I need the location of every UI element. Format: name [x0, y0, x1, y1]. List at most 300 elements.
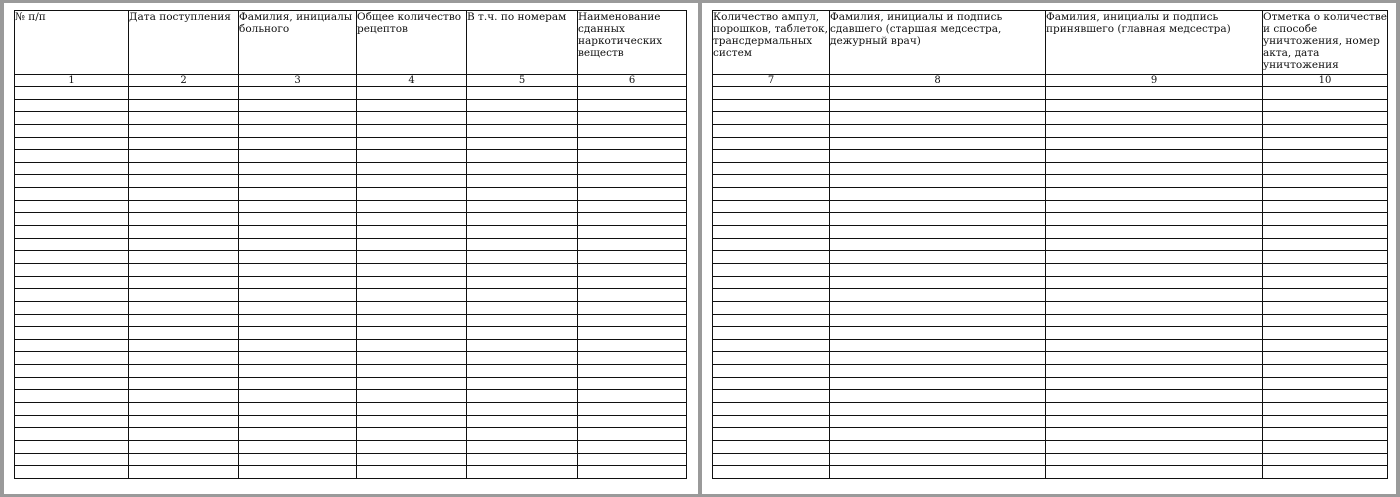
table-cell[interactable]: [830, 188, 1046, 201]
table-cell[interactable]: [129, 238, 239, 251]
table-cell[interactable]: [15, 124, 129, 137]
table-cell[interactable]: [830, 327, 1046, 340]
table-cell[interactable]: [15, 453, 129, 466]
table-cell[interactable]: [357, 377, 467, 390]
table-cell[interactable]: [129, 112, 239, 125]
table-cell[interactable]: [1046, 390, 1263, 403]
table-cell[interactable]: [830, 390, 1046, 403]
table-cell[interactable]: [467, 301, 578, 314]
table-cell[interactable]: [713, 440, 830, 453]
table-cell[interactable]: [239, 251, 357, 264]
table-cell[interactable]: [578, 365, 687, 378]
table-cell[interactable]: [357, 251, 467, 264]
table-cell[interactable]: [1046, 263, 1263, 276]
table-cell[interactable]: [357, 301, 467, 314]
table-cell[interactable]: [129, 339, 239, 352]
table-cell[interactable]: [1046, 238, 1263, 251]
table-cell[interactable]: [357, 175, 467, 188]
table-cell[interactable]: [129, 200, 239, 213]
table-cell[interactable]: [1263, 87, 1388, 100]
table-cell[interactable]: [1263, 226, 1388, 239]
table-cell[interactable]: [467, 251, 578, 264]
table-cell[interactable]: [239, 352, 357, 365]
table-cell[interactable]: [1046, 327, 1263, 340]
table-cell[interactable]: [1263, 124, 1388, 137]
table-cell[interactable]: [1046, 226, 1263, 239]
table-cell[interactable]: [830, 175, 1046, 188]
table-cell[interactable]: [129, 226, 239, 239]
table-cell[interactable]: [1263, 175, 1388, 188]
table-cell[interactable]: [467, 226, 578, 239]
table-cell[interactable]: [357, 289, 467, 302]
table-cell[interactable]: [357, 87, 467, 100]
table-cell[interactable]: [830, 440, 1046, 453]
table-cell[interactable]: [467, 352, 578, 365]
table-cell[interactable]: [1263, 365, 1388, 378]
table-cell[interactable]: [578, 188, 687, 201]
table-cell[interactable]: [578, 453, 687, 466]
table-cell[interactable]: [578, 415, 687, 428]
table-cell[interactable]: [239, 112, 357, 125]
table-cell[interactable]: [15, 188, 129, 201]
table-cell[interactable]: [357, 124, 467, 137]
table-cell[interactable]: [578, 352, 687, 365]
table-cell[interactable]: [578, 390, 687, 403]
table-cell[interactable]: [1263, 289, 1388, 302]
table-cell[interactable]: [578, 112, 687, 125]
table-cell[interactable]: [239, 289, 357, 302]
table-cell[interactable]: [578, 314, 687, 327]
table-cell[interactable]: [357, 226, 467, 239]
table-cell[interactable]: [129, 289, 239, 302]
table-cell[interactable]: [357, 99, 467, 112]
table-cell[interactable]: [578, 99, 687, 112]
table-cell[interactable]: [15, 263, 129, 276]
table-cell[interactable]: [830, 377, 1046, 390]
table-cell[interactable]: [713, 188, 830, 201]
table-cell[interactable]: [830, 226, 1046, 239]
table-cell[interactable]: [239, 415, 357, 428]
table-cell[interactable]: [830, 339, 1046, 352]
table-cell[interactable]: [129, 251, 239, 264]
table-cell[interactable]: [1263, 327, 1388, 340]
table-cell[interactable]: [830, 213, 1046, 226]
table-cell[interactable]: [239, 175, 357, 188]
table-cell[interactable]: [357, 314, 467, 327]
table-cell[interactable]: [467, 162, 578, 175]
table-cell[interactable]: [1263, 99, 1388, 112]
table-cell[interactable]: [1046, 440, 1263, 453]
table-cell[interactable]: [129, 162, 239, 175]
table-cell[interactable]: [713, 377, 830, 390]
table-cell[interactable]: [1046, 352, 1263, 365]
table-cell[interactable]: [357, 238, 467, 251]
table-cell[interactable]: [129, 87, 239, 100]
table-cell[interactable]: [1046, 428, 1263, 441]
table-cell[interactable]: [1046, 112, 1263, 125]
table-cell[interactable]: [129, 440, 239, 453]
table-cell[interactable]: [467, 403, 578, 416]
table-cell[interactable]: [830, 415, 1046, 428]
table-cell[interactable]: [239, 301, 357, 314]
table-cell[interactable]: [578, 124, 687, 137]
table-cell[interactable]: [1263, 263, 1388, 276]
table-cell[interactable]: [15, 415, 129, 428]
table-cell[interactable]: [1263, 200, 1388, 213]
table-cell[interactable]: [357, 390, 467, 403]
table-cell[interactable]: [129, 99, 239, 112]
table-cell[interactable]: [239, 440, 357, 453]
table-cell[interactable]: [1263, 150, 1388, 163]
table-cell[interactable]: [1263, 339, 1388, 352]
table-cell[interactable]: [578, 226, 687, 239]
table-cell[interactable]: [713, 251, 830, 264]
table-cell[interactable]: [467, 263, 578, 276]
table-cell[interactable]: [1046, 339, 1263, 352]
table-cell[interactable]: [713, 339, 830, 352]
table-cell[interactable]: [1263, 213, 1388, 226]
table-cell[interactable]: [357, 453, 467, 466]
table-cell[interactable]: [357, 276, 467, 289]
table-cell[interactable]: [15, 238, 129, 251]
table-cell[interactable]: [713, 263, 830, 276]
table-cell[interactable]: [713, 213, 830, 226]
table-cell[interactable]: [239, 226, 357, 239]
table-cell[interactable]: [1046, 150, 1263, 163]
table-cell[interactable]: [1046, 213, 1263, 226]
table-cell[interactable]: [467, 175, 578, 188]
table-cell[interactable]: [239, 87, 357, 100]
table-cell[interactable]: [467, 327, 578, 340]
table-cell[interactable]: [15, 276, 129, 289]
table-cell[interactable]: [830, 314, 1046, 327]
table-cell[interactable]: [15, 137, 129, 150]
table-cell[interactable]: [15, 440, 129, 453]
table-cell[interactable]: [1263, 276, 1388, 289]
table-cell[interactable]: [15, 289, 129, 302]
table-cell[interactable]: [1046, 377, 1263, 390]
table-cell[interactable]: [15, 226, 129, 239]
table-cell[interactable]: [467, 377, 578, 390]
table-cell[interactable]: [357, 403, 467, 416]
table-cell[interactable]: [239, 238, 357, 251]
table-cell[interactable]: [15, 251, 129, 264]
table-cell[interactable]: [830, 238, 1046, 251]
table-cell[interactable]: [578, 87, 687, 100]
table-cell[interactable]: [239, 403, 357, 416]
table-cell[interactable]: [129, 352, 239, 365]
table-cell[interactable]: [578, 162, 687, 175]
table-cell[interactable]: [239, 137, 357, 150]
table-cell[interactable]: [357, 263, 467, 276]
table-cell[interactable]: [830, 263, 1046, 276]
table-cell[interactable]: [467, 314, 578, 327]
table-cell[interactable]: [1046, 403, 1263, 416]
table-cell[interactable]: [713, 289, 830, 302]
table-cell[interactable]: [578, 327, 687, 340]
table-cell[interactable]: [239, 276, 357, 289]
table-cell[interactable]: [578, 339, 687, 352]
table-cell[interactable]: [239, 339, 357, 352]
table-cell[interactable]: [15, 428, 129, 441]
table-cell[interactable]: [15, 352, 129, 365]
table-cell[interactable]: [1046, 289, 1263, 302]
table-cell[interactable]: [1046, 124, 1263, 137]
table-cell[interactable]: [713, 365, 830, 378]
table-cell[interactable]: [578, 263, 687, 276]
table-cell[interactable]: [578, 175, 687, 188]
table-cell[interactable]: [129, 314, 239, 327]
table-cell[interactable]: [578, 276, 687, 289]
table-cell[interactable]: [1263, 453, 1388, 466]
table-cell[interactable]: [15, 175, 129, 188]
table-cell[interactable]: [713, 238, 830, 251]
table-cell[interactable]: [830, 251, 1046, 264]
table-cell[interactable]: [713, 390, 830, 403]
table-cell[interactable]: [357, 466, 467, 479]
table-cell[interactable]: [713, 162, 830, 175]
table-cell[interactable]: [467, 466, 578, 479]
table-cell[interactable]: [578, 403, 687, 416]
table-cell[interactable]: [830, 150, 1046, 163]
table-cell[interactable]: [467, 428, 578, 441]
table-cell[interactable]: [830, 466, 1046, 479]
table-cell[interactable]: [467, 238, 578, 251]
table-cell[interactable]: [1263, 238, 1388, 251]
table-cell[interactable]: [1263, 403, 1388, 416]
table-cell[interactable]: [1046, 251, 1263, 264]
table-cell[interactable]: [830, 112, 1046, 125]
table-cell[interactable]: [467, 339, 578, 352]
table-cell[interactable]: [467, 365, 578, 378]
table-cell[interactable]: [239, 150, 357, 163]
table-cell[interactable]: [239, 99, 357, 112]
table-cell[interactable]: [713, 428, 830, 441]
table-cell[interactable]: [129, 188, 239, 201]
table-cell[interactable]: [713, 175, 830, 188]
table-cell[interactable]: [1263, 466, 1388, 479]
table-cell[interactable]: [129, 415, 239, 428]
table-cell[interactable]: [15, 390, 129, 403]
table-cell[interactable]: [357, 213, 467, 226]
table-cell[interactable]: [15, 403, 129, 416]
table-cell[interactable]: [713, 327, 830, 340]
table-cell[interactable]: [467, 440, 578, 453]
table-cell[interactable]: [830, 137, 1046, 150]
table-cell[interactable]: [15, 87, 129, 100]
table-cell[interactable]: [357, 327, 467, 340]
table-cell[interactable]: [239, 200, 357, 213]
table-cell[interactable]: [239, 365, 357, 378]
table-cell[interactable]: [830, 200, 1046, 213]
table-cell[interactable]: [357, 428, 467, 441]
table-cell[interactable]: [239, 453, 357, 466]
table-cell[interactable]: [15, 200, 129, 213]
table-cell[interactable]: [713, 403, 830, 416]
table-cell[interactable]: [713, 112, 830, 125]
table-cell[interactable]: [713, 453, 830, 466]
table-cell[interactable]: [713, 150, 830, 163]
table-cell[interactable]: [1263, 251, 1388, 264]
table-cell[interactable]: [578, 213, 687, 226]
table-cell[interactable]: [830, 428, 1046, 441]
table-cell[interactable]: [129, 276, 239, 289]
table-cell[interactable]: [1046, 314, 1263, 327]
table-cell[interactable]: [713, 226, 830, 239]
table-cell[interactable]: [467, 200, 578, 213]
table-cell[interactable]: [713, 124, 830, 137]
table-cell[interactable]: [1046, 188, 1263, 201]
table-cell[interactable]: [467, 137, 578, 150]
table-cell[interactable]: [1263, 137, 1388, 150]
table-cell[interactable]: [15, 301, 129, 314]
table-cell[interactable]: [1263, 162, 1388, 175]
table-cell[interactable]: [357, 188, 467, 201]
table-cell[interactable]: [830, 162, 1046, 175]
table-cell[interactable]: [830, 87, 1046, 100]
table-cell[interactable]: [1046, 162, 1263, 175]
table-cell[interactable]: [1263, 352, 1388, 365]
table-cell[interactable]: [129, 301, 239, 314]
table-cell[interactable]: [467, 150, 578, 163]
table-cell[interactable]: [467, 415, 578, 428]
table-cell[interactable]: [713, 314, 830, 327]
table-cell[interactable]: [15, 365, 129, 378]
table-cell[interactable]: [357, 150, 467, 163]
table-cell[interactable]: [830, 301, 1046, 314]
table-cell[interactable]: [467, 289, 578, 302]
table-cell[interactable]: [239, 428, 357, 441]
table-cell[interactable]: [467, 112, 578, 125]
table-cell[interactable]: [239, 162, 357, 175]
table-cell[interactable]: [467, 124, 578, 137]
table-cell[interactable]: [830, 289, 1046, 302]
table-cell[interactable]: [357, 365, 467, 378]
table-cell[interactable]: [239, 390, 357, 403]
table-cell[interactable]: [129, 213, 239, 226]
table-cell[interactable]: [15, 99, 129, 112]
table-cell[interactable]: [239, 124, 357, 137]
table-cell[interactable]: [467, 87, 578, 100]
table-cell[interactable]: [129, 428, 239, 441]
table-cell[interactable]: [15, 466, 129, 479]
table-cell[interactable]: [713, 137, 830, 150]
table-cell[interactable]: [1046, 301, 1263, 314]
table-cell[interactable]: [578, 289, 687, 302]
table-cell[interactable]: [129, 175, 239, 188]
table-cell[interactable]: [15, 162, 129, 175]
table-cell[interactable]: [239, 213, 357, 226]
table-cell[interactable]: [129, 403, 239, 416]
table-cell[interactable]: [1263, 428, 1388, 441]
table-cell[interactable]: [1046, 175, 1263, 188]
table-cell[interactable]: [1046, 466, 1263, 479]
table-cell[interactable]: [129, 137, 239, 150]
table-cell[interactable]: [1263, 415, 1388, 428]
table-cell[interactable]: [1046, 137, 1263, 150]
table-cell[interactable]: [357, 440, 467, 453]
table-cell[interactable]: [578, 440, 687, 453]
table-cell[interactable]: [357, 137, 467, 150]
table-cell[interactable]: [713, 87, 830, 100]
table-cell[interactable]: [15, 339, 129, 352]
table-cell[interactable]: [1263, 301, 1388, 314]
table-cell[interactable]: [467, 453, 578, 466]
table-cell[interactable]: [578, 200, 687, 213]
table-cell[interactable]: [578, 466, 687, 479]
table-cell[interactable]: [357, 162, 467, 175]
table-cell[interactable]: [1046, 200, 1263, 213]
table-cell[interactable]: [578, 428, 687, 441]
table-cell[interactable]: [129, 365, 239, 378]
table-cell[interactable]: [830, 453, 1046, 466]
table-cell[interactable]: [1263, 314, 1388, 327]
table-cell[interactable]: [357, 352, 467, 365]
table-cell[interactable]: [357, 112, 467, 125]
table-cell[interactable]: [578, 301, 687, 314]
table-cell[interactable]: [578, 150, 687, 163]
table-cell[interactable]: [467, 390, 578, 403]
table-cell[interactable]: [239, 263, 357, 276]
table-cell[interactable]: [830, 99, 1046, 112]
table-cell[interactable]: [578, 238, 687, 251]
table-cell[interactable]: [467, 276, 578, 289]
table-cell[interactable]: [129, 150, 239, 163]
table-cell[interactable]: [713, 415, 830, 428]
table-cell[interactable]: [578, 377, 687, 390]
table-cell[interactable]: [830, 276, 1046, 289]
table-cell[interactable]: [1263, 440, 1388, 453]
table-cell[interactable]: [713, 352, 830, 365]
table-cell[interactable]: [1263, 112, 1388, 125]
table-cell[interactable]: [239, 327, 357, 340]
table-cell[interactable]: [129, 327, 239, 340]
table-cell[interactable]: [15, 112, 129, 125]
table-cell[interactable]: [239, 377, 357, 390]
table-cell[interactable]: [1046, 99, 1263, 112]
table-cell[interactable]: [1263, 188, 1388, 201]
table-cell[interactable]: [15, 327, 129, 340]
table-cell[interactable]: [129, 124, 239, 137]
table-cell[interactable]: [1046, 87, 1263, 100]
table-cell[interactable]: [1263, 390, 1388, 403]
table-cell[interactable]: [578, 137, 687, 150]
table-cell[interactable]: [830, 403, 1046, 416]
table-cell[interactable]: [1263, 377, 1388, 390]
table-cell[interactable]: [1046, 415, 1263, 428]
table-cell[interactable]: [1046, 453, 1263, 466]
table-cell[interactable]: [713, 301, 830, 314]
table-cell[interactable]: [467, 188, 578, 201]
table-cell[interactable]: [830, 352, 1046, 365]
table-cell[interactable]: [467, 213, 578, 226]
table-cell[interactable]: [129, 263, 239, 276]
table-cell[interactable]: [129, 390, 239, 403]
table-cell[interactable]: [15, 377, 129, 390]
table-cell[interactable]: [15, 213, 129, 226]
table-cell[interactable]: [129, 377, 239, 390]
table-cell[interactable]: [713, 466, 830, 479]
table-cell[interactable]: [357, 415, 467, 428]
table-cell[interactable]: [357, 339, 467, 352]
table-cell[interactable]: [713, 99, 830, 112]
table-cell[interactable]: [578, 251, 687, 264]
table-cell[interactable]: [830, 365, 1046, 378]
table-cell[interactable]: [357, 200, 467, 213]
table-cell[interactable]: [239, 188, 357, 201]
table-cell[interactable]: [239, 466, 357, 479]
table-cell[interactable]: [830, 124, 1046, 137]
